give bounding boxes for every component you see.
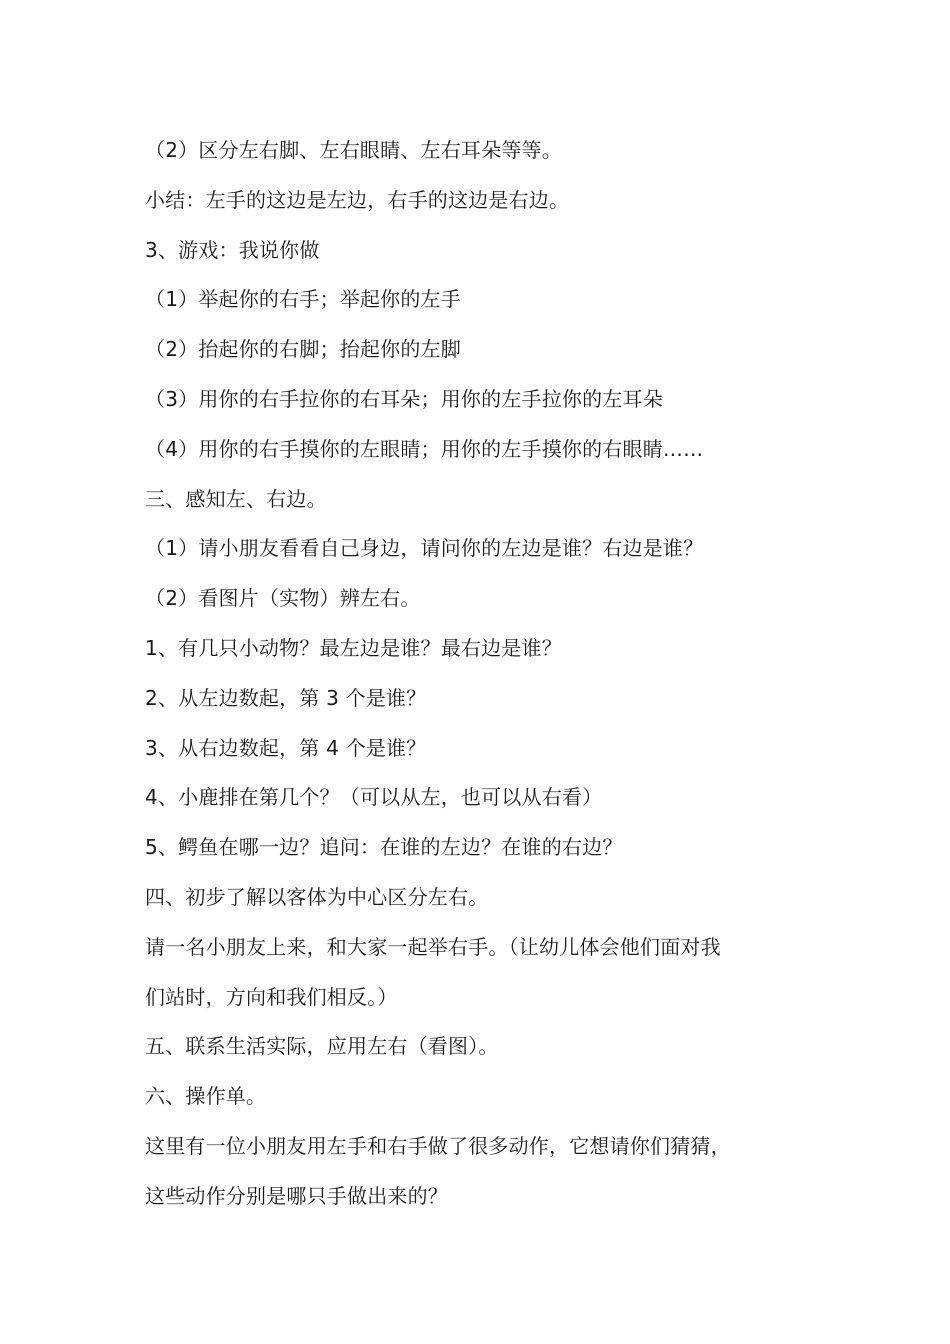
text-line: （2）看图片（实物）辨左右。 xyxy=(145,586,421,611)
text-line: 们站时，方向和我们相反。） xyxy=(145,984,398,1009)
text-line: 5、鳄鱼在哪一边？追问：在谁的左边？在谁的右边？ xyxy=(145,835,623,860)
text-line: 四、初步了解以客体为中心区分左右。 xyxy=(145,884,489,909)
text-line: 三、感知左、右边。 xyxy=(145,486,327,511)
text-line: 请一名小朋友上来，和大家一起举右手。（让幼儿体会他们面对我 xyxy=(145,934,721,959)
text-line: （4）用你的右手摸你的左眼睛；用你的左手摸你的右眼睛…… xyxy=(145,436,704,461)
text-line: 六、操作单。 xyxy=(145,1084,267,1109)
text-line: 4、小鹿排在第几个？（可以从左，也可以从右看） xyxy=(145,785,603,810)
text-line: 五、联系生活实际，应用左右（看图）。 xyxy=(145,1034,499,1059)
text-line: （1）请小朋友看看自己身边，请问你的左边是谁？右边是谁？ xyxy=(145,536,704,561)
text-line: 这些动作分别是哪只手做出来的？ xyxy=(145,1183,448,1208)
document-body xyxy=(145,126,815,1222)
text-line: （3）用你的右手拉你的右耳朵；用你的左手拉你的左耳朵 xyxy=(145,386,663,411)
text-line: 3、从右边数起，第 4 个是谁？ xyxy=(145,735,427,760)
text-line: 1、有几只小动物？最左边是谁？最右边是谁？ xyxy=(145,635,562,660)
text-line: 3、游戏：我说你做 xyxy=(145,237,320,262)
text-line: （2）区分左右脚、左右眼睛、左右耳朵等等。 xyxy=(145,138,562,162)
text-line: 2、从左边数起，第 3 个是谁？ xyxy=(145,685,427,710)
text-line: （1）举起你的右手；举起你的左手 xyxy=(145,287,461,312)
text-line: （2）抬起你的右脚；抬起你的左脚 xyxy=(145,337,461,362)
text-line: 小结：左手的这边是左边，右手的这边是右边。 xyxy=(145,187,570,212)
text-line: 这里有一位小朋友用左手和右手做了很多动作，它想请你们猜猜， xyxy=(145,1133,731,1158)
